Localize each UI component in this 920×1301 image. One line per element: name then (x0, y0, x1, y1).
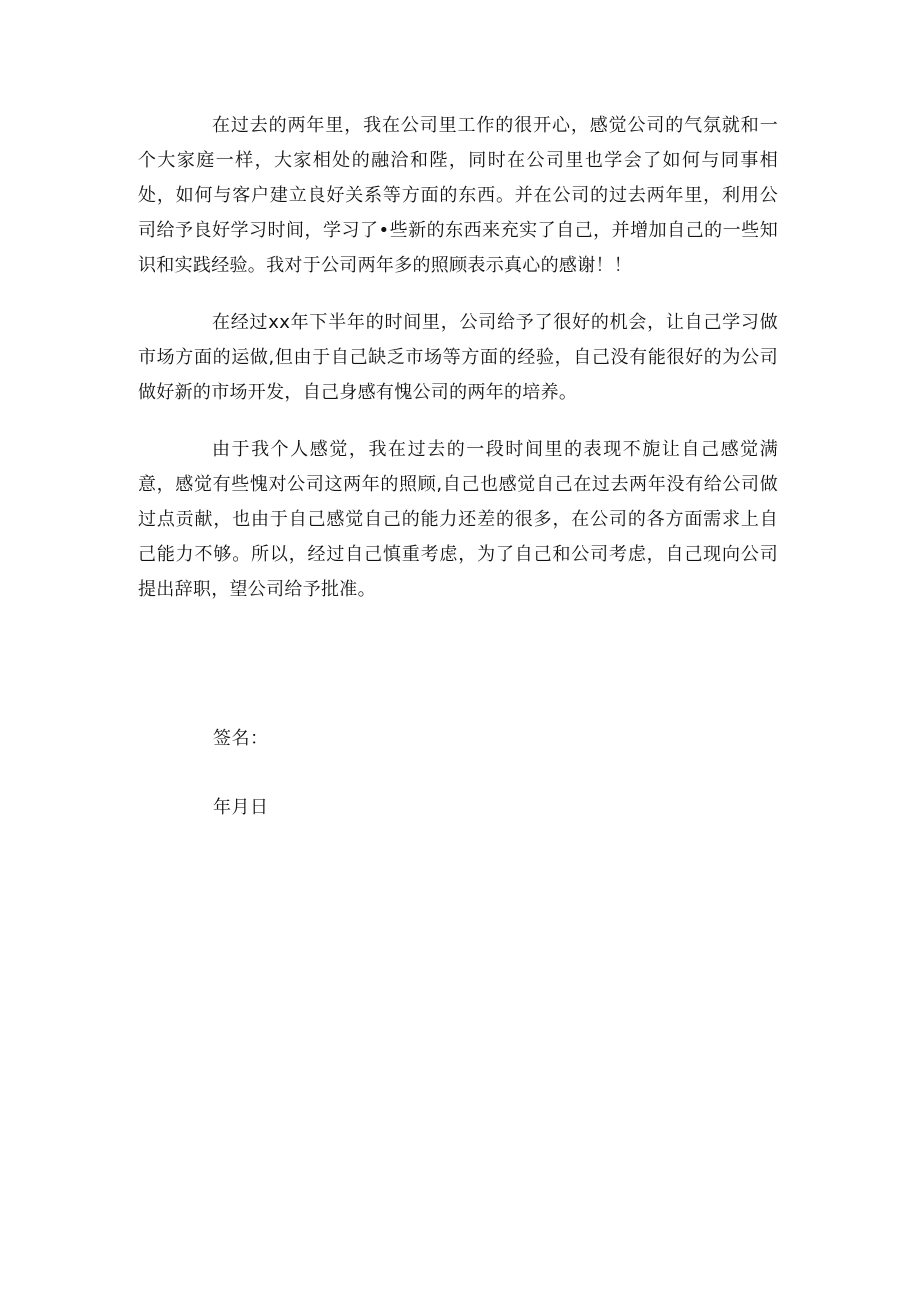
signature-label: 签名： (213, 728, 269, 749)
paragraph-market-experience: 在经过xx年下半年的时间里，公司给予了很好的机会，让自己学习做市场方面的运做,但由于自己缺乏市场等方面的经验，自己没有能很好的为公司做好新的市场开发，自己身感有愧公司的两年的培养。 (138, 312, 778, 403)
paragraph-resignation-request: 由于我个人感觉，我在过去的一段时间里的表现不旎让自己感觉满意，感觉有些愧对公司这两年的照顾,自己也感觉自己在过去两年没有给公司做过点贡献，也由于自己感觉自己的能力还差的很多，在公司的各方面需求上自己能力不够。所以，经过自己慎重考虑，为了自己和公司考虑，自己现向公司提出辞职，望公司给予批准。 (138, 439, 778, 600)
letter-body (138, 108, 778, 629)
date-label: 年月日 (213, 797, 269, 818)
paragraph-gratitude: 在过去的两年里，我在公司里工作的很开心，感觉公司的气氛就和一个大家庭一样，大家相处的融洽和陛，同时在公司里也学会了如何与同事相处，如何与客户建立良好关系等方面的东西。并在公司的过去两年里，利用公司给予良好学习时间，学习了•些新的东西来充实了自己，并增加自己的一些知识和实践经验。我对于公司两年多的照顾表示真心的感谢！！ (138, 115, 778, 276)
